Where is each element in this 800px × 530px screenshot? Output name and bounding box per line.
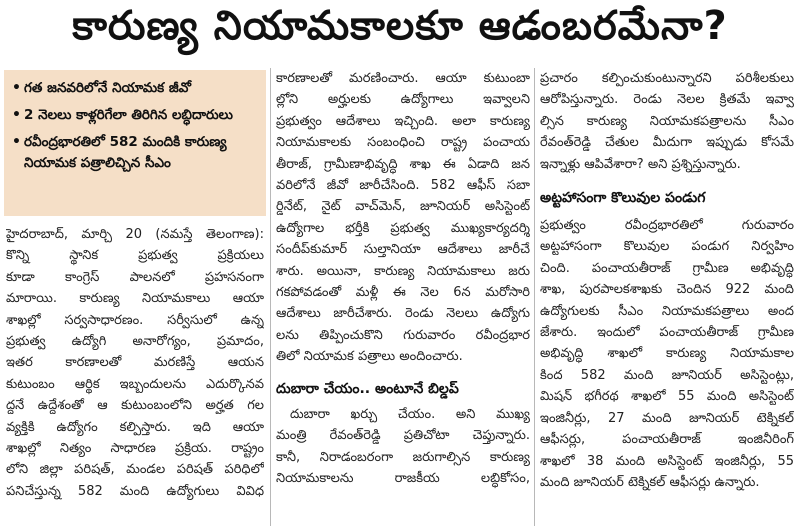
body-line: మిషన్ భగీరథ శాఖలో 55 మంది అసిస్టెంట్ [540, 389, 794, 405]
body-line: సందీప్‌కుమార్ సుల్తానియా ఆదేశాలు జారీచే [276, 242, 530, 258]
body-line: ఆదేశాలు జారీచేశారు. రెండు నెలలు ఉద్యోగు [276, 306, 530, 322]
highlight-item [12, 132, 258, 174]
body-line: ఆరోపిస్తున్నారు. రెండు నెలల క్రితమే ఇవ్వా [540, 92, 794, 108]
body-line: ప్రచారం కల్పించుకుంటున్నారని పరిశీలకులు [540, 71, 794, 86]
highlights-box [4, 70, 266, 216]
body-line: తీరాజ్, గ్రామీణాభివృద్ధి శాఖ ఈ ఏడాది జన [276, 156, 530, 172]
body-line: రేవంత్‌రెడ్డి చేతుల మీదుగా ఇప్పుడు కోసమే [540, 135, 794, 151]
body-line: ల్సిన కారుణ్య నియామకపత్రాలను సీఎం [540, 113, 794, 129]
highlight-text: గత జనవరిలోనే నియామక జీవో [24, 80, 191, 96]
body-line: గకపోవడంతో మళ్లీ ఈ నెల 6న మరోసారి [276, 285, 530, 301]
body-line: ఉద్యోగులకు సీఎం నియామకపత్రాలు అంద [540, 303, 794, 319]
body-line: లోని జిల్లా పరిషత్, మండల పరిషత్ పరిధిలో [6, 462, 264, 478]
bullet-icon: • [12, 107, 21, 123]
body-line: కుటుంబం ఆర్థిక ఇబ్బందులను ఎదుర్కొనవ [6, 376, 264, 392]
body-line: కూడా కాంగ్రెస్ పాలనలో ప్రహసనంగా [6, 269, 264, 285]
body-line: ఇన్నాళ్లు ఆపివేశారా? అని ప్రశ్నిస్తున్నారు. [540, 156, 741, 172]
highlight-item [12, 78, 258, 99]
column-3 [540, 68, 794, 493]
body-line: హైదరాబాద్, మార్చి 20 (నమస్తే తెలంగాణ): [6, 227, 264, 242]
body-line: వరిలోనే జీవో జారీచేసింది. 582 ఆఫీస్ సబా [276, 178, 530, 194]
body-line: అభివృద్ధి శాఖలో కారుణ్య నియామకాల [540, 346, 794, 362]
body-line: కింద 582 మంది జూనియర్ అసిస్టెంట్లు, [540, 367, 794, 383]
body-line: తిలో నియామక పత్రాలు అందించారు. [276, 349, 463, 365]
body-line: మారాయి. కారుణ్య నియామకాలు ఆయా [6, 291, 264, 307]
bullet-icon: • [12, 134, 21, 150]
body-line: శాఖ, పురపాలకశాఖకు చెందిన 922 మంది [540, 282, 794, 298]
body-line: చింది. పంచాయతీరాజ్ గ్రామీణ అభివృద్ధి [540, 260, 794, 276]
body-line: మంత్రి రేవంత్‌రెడ్డి ప్రతిచోటా చెప్తున్నారు. [276, 428, 530, 444]
body-line: కారణాలతో మరణించారు. ఆయా కుటుంబా [276, 71, 530, 86]
body-line: ల్లోని అర్హులకు ఉద్యోగాలు ఇవ్వాలని [276, 92, 530, 108]
body-line: నియామకాలకు సంబంధించి రాష్ట్ర పంచాయ [276, 135, 530, 151]
bullet-icon: • [12, 80, 21, 96]
body-line: పనిచేస్తున్న 582 మంది ఉద్యోగులు వివిధ [6, 483, 264, 499]
highlight-item [12, 105, 258, 126]
body-line: ద్దనే ఉద్దేశంతో ఆ కుటుంబంలోని అర్హత గల [6, 398, 264, 414]
body-line: దుబారా ఖర్చు చేయం. అని ముఖ్య [290, 406, 530, 422]
body-line: ఇంజినీర్లు, 27 మంది జూనియర్ టెక్నికల్ [540, 410, 794, 426]
highlight-text: 2 నెలలు కాళ్లరిగేలా తిరిగిన లబ్ధిదారులు [24, 107, 233, 123]
highlight-text: రవీంద్రభారతిలో 582 మందికి కారుణ్య నియామక పత్రాలిచ్చిన సీఎం [24, 134, 227, 171]
column-divider [534, 68, 535, 526]
body-line: కొన్ని స్థానిక ప్రభుత్వ ప్రక్రియలు [6, 248, 264, 264]
body-line: శాఖల్లో సర్వసాధారణం. సర్వీసులో ఉన్న [6, 312, 264, 328]
body-line: ప్రభుత్వం ఆదేశాలు ఇచ్చింది. అలా కారుణ్య [276, 113, 530, 129]
column-2 [276, 68, 530, 489]
body-line: నియామకాలను రాజకీయ లబ్ధికోసం, [276, 470, 530, 486]
column-divider [270, 68, 271, 526]
body-line: శాఖలో 38 మంది అసిస్టెంట్ ఇంజినీర్లు, 55 [540, 453, 794, 469]
body-line: జేశారు. ఇందులో పంచాయతీరాజ్ గ్రామీణ [540, 325, 794, 341]
body-line: అట్టహాసంగా కొలువుల పండుగ నిర్వహిం [540, 239, 794, 255]
body-line: ప్రభుత్వ ఉద్యోగి అనారోగ్యం, ప్రమాదం, [6, 334, 264, 350]
body-line: కానీ, నిరాడంబరంగా జరుగాల్సిన కారుణ్య [276, 449, 530, 465]
column-1 [6, 224, 264, 502]
body-line: శారు. అయినా, కారుణ్య నియామకాలు జరు [276, 263, 530, 279]
body-line: మంది జూనియర్ టెక్నికల్ ఆఫీసర్లు ఉన్నారు. [540, 474, 760, 490]
body-line: లను తిప్పించుకొని గురువారం రవీంద్రభార [276, 327, 530, 343]
body-line: ఉద్యోగాల భర్తీకి ప్రభుత్వ ముఖ్యకార్యదర్శి [276, 220, 530, 236]
section-subheading: అట్టహాసంగా కొలువుల పండుగ [540, 190, 706, 207]
body-line: ఆఫీసర్లు, పంచాయతీరాజ్ ఇంజినీరింగ్ [540, 432, 794, 448]
headline: కారుణ్య నియామకాలకూ ఆడంబరమేనా? [72, 3, 728, 49]
section-subheading: దుబారా చేయం.. అంటూనే బిల్డప్ [276, 380, 459, 397]
body-line: శాఖల్లో నిత్యం సాధారణ ప్రక్రియ. రాష్ట్రం [6, 441, 264, 457]
body-line: ర్డినేట్, నైట్ వాచ్‌మెన్, జూనియర్ అసిస్టెంట్ [276, 199, 530, 215]
body-line: ఇతర కారణాలతో మరణిస్తే ఆయన [6, 355, 264, 371]
body-line: వ్యక్తికి ఉద్యోగం కల్పిస్తారు. ఇది ఆయా [6, 419, 264, 435]
body-line: ప్రభుత్వం రవీంద్రభారతిలో గురువారం [540, 218, 794, 234]
